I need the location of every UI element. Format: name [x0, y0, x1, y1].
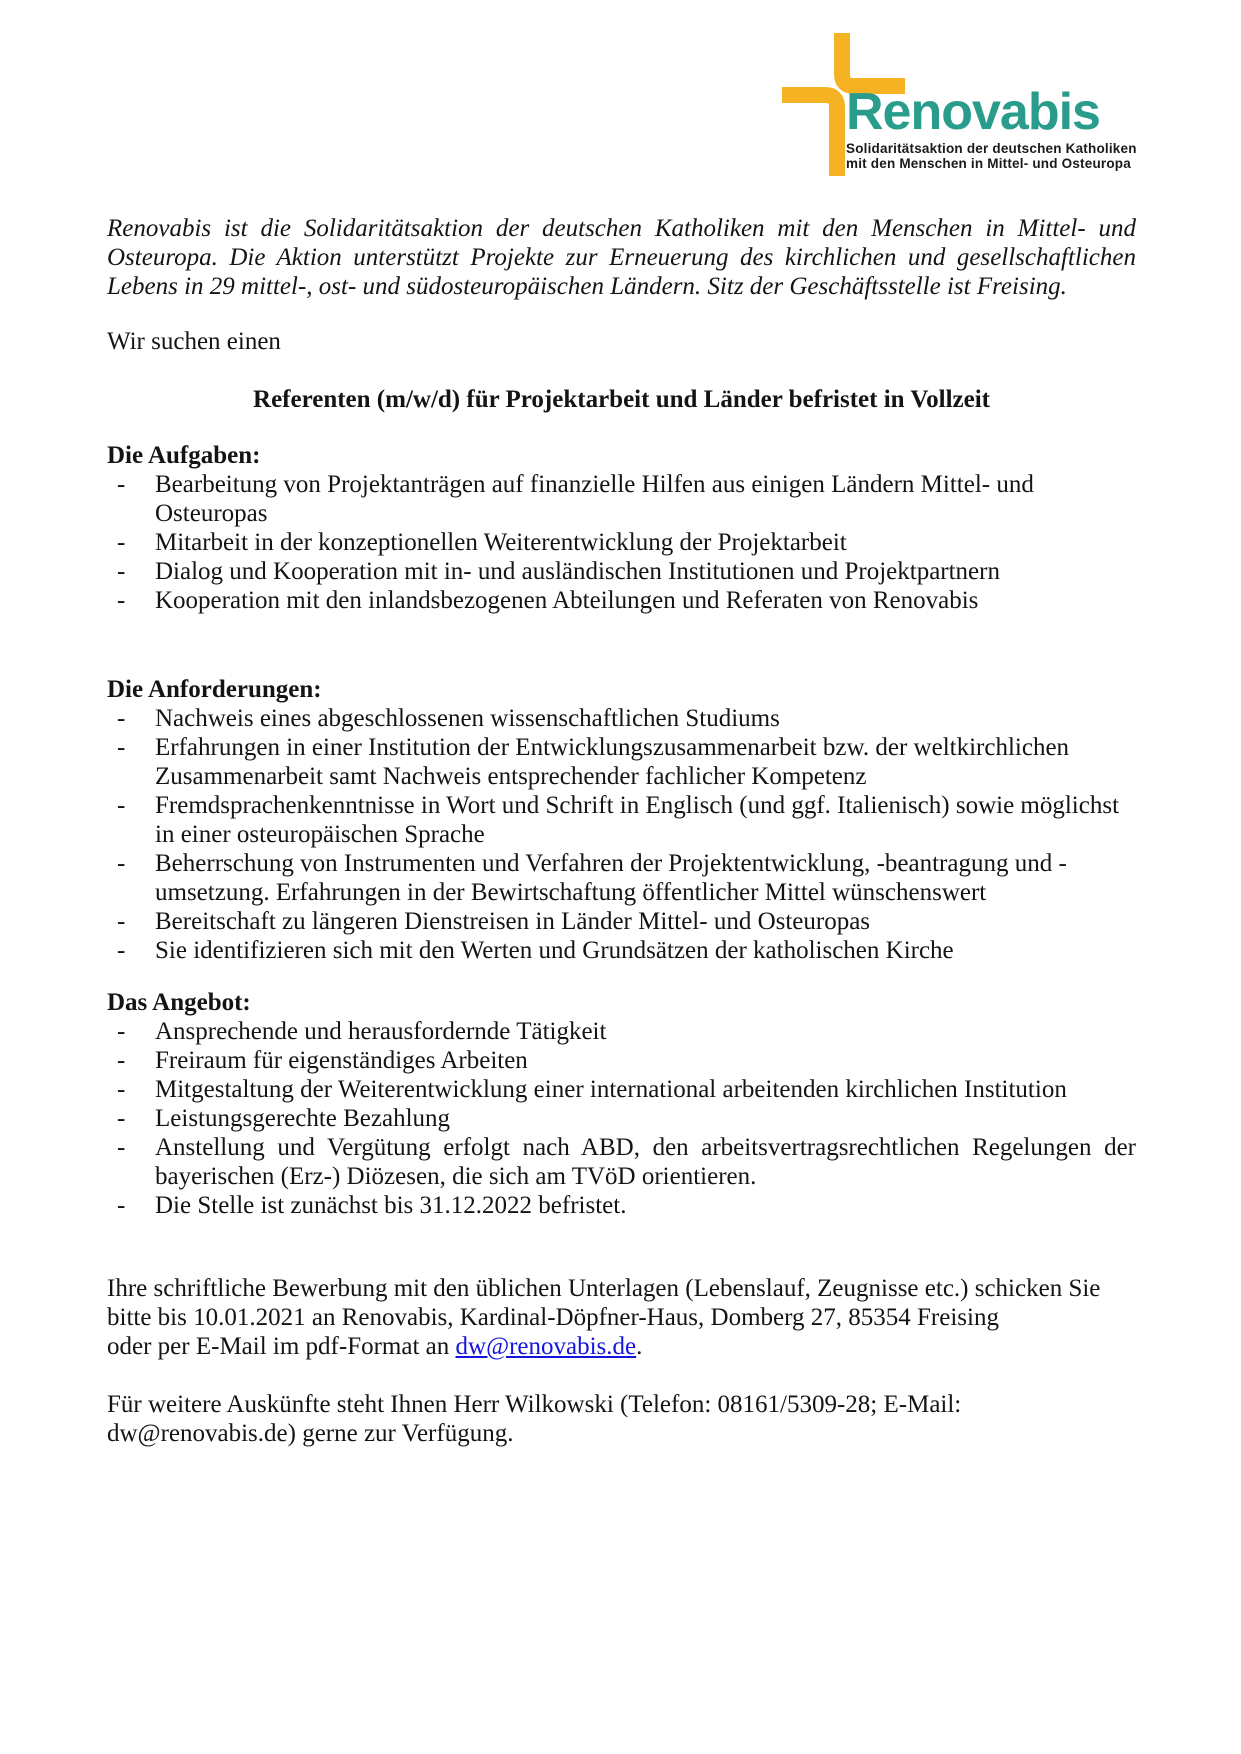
logo-tagline — [846, 142, 1137, 170]
contact-paragraph — [107, 1390, 1136, 1448]
logo-tagline-line1: Solidaritätsaktion der deutschen Katholiken — [846, 141, 1137, 156]
job-title: Referenten (m/w/d) für Projektarbeit und Länder befristet in Vollzeit — [253, 386, 990, 413]
logo-text — [846, 83, 1137, 171]
intro-paragraph: Renovabis ist die Solidaritätsaktion der deutschen Katholiken mit den Menschen in Mittel- und Osteuropa. Die Aktion unterstützt Projekte zur Erneuerung des kirchlichen und gesellschaftlichen Lebens in 29 mittel-, ost- und südosteuropäischen Ländern. Sitz der Geschäftsstelle ist Freising. — [107, 215, 1136, 300]
list-item: - Beherrschung von Instrumenten und Verfahren der Projektentwicklung, -beantragung und -umsetzung. Erfahrungen in der Bewirtschaftung öffentlicher Mittel wünschenswert — [155, 849, 1136, 907]
list-item: - Mitgestaltung der Weiterentwicklung einer international arbeitenden kirchlichen Institution — [155, 1075, 1136, 1104]
list-item: - Erfahrungen in einer Institution der Entwicklungszusammenarbeit bzw. der weltkirchlichen Zusammenarbeit samt Nachweis entsprechender fachlicher Kompetenz — [155, 733, 1136, 791]
list-item: - Bereitschaft zu längeren Dienstreisen in Länder Mittel- und Osteuropas — [155, 907, 1136, 936]
list-item: - Anstellung und Vergütung erfolgt nach ABD, den arbeitsvertragsrechtlichen Regelungen der bayerischen (Erz-) Diözesen, die sich am TVöD orientieren. — [155, 1133, 1136, 1191]
application-line2: bitte bis 10.01.2021 an Renovabis, Kardinal-Döpfner-Haus, Domberg 27, 85354 Freising — [107, 1304, 999, 1331]
aufgaben-list — [107, 470, 1136, 615]
lead-in-text: Wir suchen einen — [107, 328, 281, 355]
section-aufgaben — [107, 441, 1136, 615]
application-line1: Ihre schriftliche Bewerbung mit den üblichen Unterlagen (Lebenslauf, Zeugnisse etc.) schicken Sie — [107, 1275, 1101, 1302]
application-line3-before-email: oder per E-Mail im pdf-Format an — [107, 1333, 456, 1360]
list-item: - Nachweis eines abgeschlossenen wissenschaftlichen Studiums — [155, 704, 1136, 733]
list-item: - Leistungsgerechte Bezahlung — [155, 1104, 1136, 1133]
angebot-list — [107, 1017, 1136, 1220]
email-link[interactable]: dw@renovabis.de — [455, 1333, 637, 1360]
list-item: - Mitarbeit in der konzeptionellen Weiterentwicklung der Projektarbeit — [155, 528, 1136, 557]
contact-line1: Für weitere Auskünfte steht Ihnen Herr Wilkowski (Telefon: 08161/5309-28; E-Mail: — [107, 1391, 962, 1418]
section-heading-aufgaben: Die Aufgaben: — [107, 442, 261, 469]
renovabis-logo — [782, 33, 1142, 183]
list-item: - Kooperation mit den inlandsbezogenen Abteilungen und Referaten von Renovabis — [155, 586, 1136, 615]
list-item: - Ansprechende und herausfordernde Tätigkeit — [155, 1017, 1136, 1046]
list-item: - Dialog und Kooperation mit in- und ausländischen Institutionen und Projektpartnern — [155, 557, 1136, 586]
list-item: - Sie identifizieren sich mit den Werten und Grundsätzen der katholischen Kirche — [155, 936, 1136, 965]
application-line3-after-email: . — [636, 1333, 643, 1360]
list-item: - Bearbeitung von Projektanträgen auf finanzielle Hilfen aus einigen Ländern Mittel- und Osteuropas — [155, 470, 1136, 528]
anforderungen-list — [107, 704, 1136, 965]
section-angebot — [107, 988, 1136, 1220]
section-heading-anforderungen: Die Anforderungen: — [107, 676, 322, 703]
section-heading-angebot: Das Angebot: — [107, 989, 251, 1016]
contact-line2: dw@renovabis.de) gerne zur Verfügung. — [107, 1420, 514, 1447]
application-paragraph — [107, 1274, 1136, 1361]
section-anforderungen — [107, 675, 1136, 965]
list-item: - Freiraum für eigenständiges Arbeiten — [155, 1046, 1136, 1075]
list-item: - Die Stelle ist zunächst bis 31.12.2022 befristet. — [155, 1191, 1136, 1220]
list-item: - Fremdsprachenkenntnisse in Wort und Schrift in Englisch (und ggf. Italienisch) sowie möglichst in einer osteuropäischen Sprache — [155, 791, 1136, 849]
logo-tagline-line2: mit den Menschen in Mittel- und Osteuropa — [846, 155, 1131, 171]
brand-wordmark: Renovabis — [846, 83, 1100, 141]
